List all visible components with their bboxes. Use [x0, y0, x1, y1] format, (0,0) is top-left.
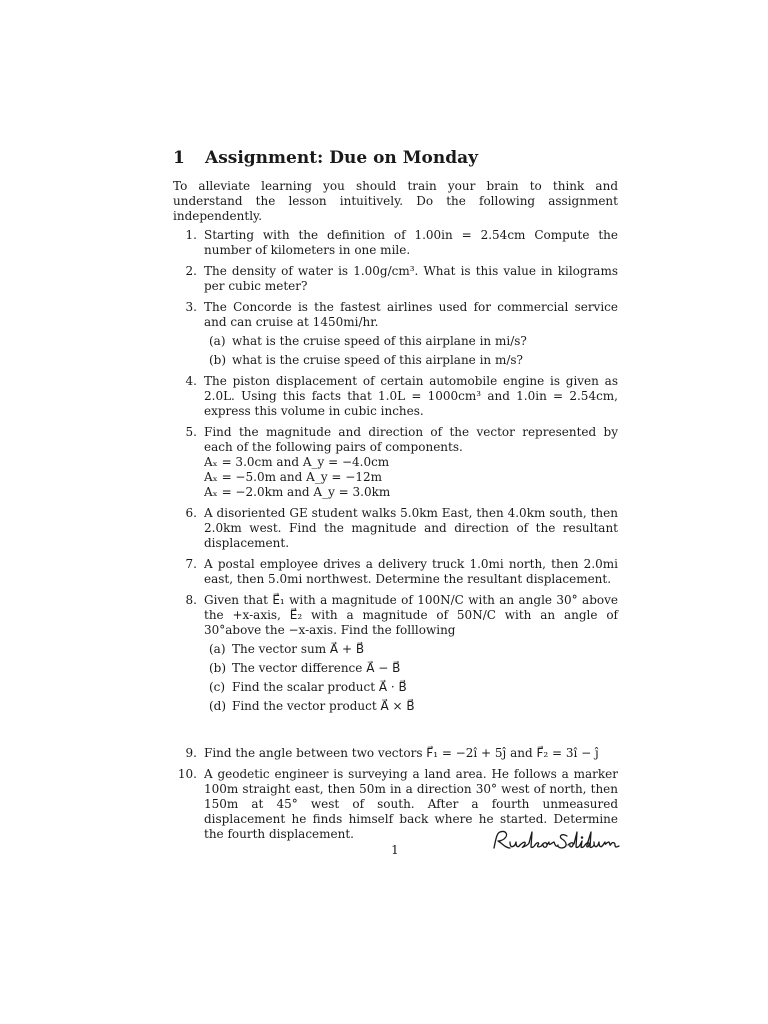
- sub-question-text: The vector sum A⃗ + B⃗: [232, 642, 365, 656]
- sub-question-item: [204, 642, 618, 657]
- sub-question-item: [204, 680, 618, 695]
- sub-question-mark: (d): [209, 699, 227, 713]
- question-item: [173, 746, 618, 761]
- question-item: [173, 300, 618, 368]
- question-text: A disoriented GE student walks 5.0km East, then 4.0km south, then 2.0km west. Find the magnitude and direction of the resultant displacement.: [204, 506, 618, 550]
- sub-question-mark: (c): [209, 680, 226, 694]
- sub-question-text: Find the vector product A⃗ × B⃗: [232, 699, 415, 713]
- question-item: [173, 264, 618, 294]
- question-text: Given that E⃗₁ with a magnitude of 100N/C with an angle 30° above the +x-axis, E⃗₂ with a magnitude of 50N/C with an angle of 30°above the −x-axis. Find the folllowing: [204, 593, 618, 637]
- section-title: Assignment: Due on Monday: [205, 148, 478, 168]
- component-pair-line: Aₓ = −2.0km and A_y = 3.0km: [204, 485, 391, 499]
- component-pair-line: Aₓ = −5.0m and A_y = −12m: [204, 470, 382, 484]
- sub-question-text: what is the cruise speed of this airplane in mi/s?: [232, 334, 527, 348]
- sub-question-item: [204, 334, 618, 349]
- question-number: 8.: [185, 593, 197, 607]
- question-item: [173, 425, 618, 500]
- question-text: A postal employee drives a delivery truck 1.0mi north, then 2.0mi east, then 5.0mi northwest. Determine the resultant displacement.: [204, 557, 618, 586]
- question-text: The Concorde is the fastest airlines used for commercial service and can cruise at 1450mi/hr.: [204, 300, 618, 329]
- question-number: 6.: [185, 506, 197, 520]
- question-number: 2.: [185, 264, 197, 278]
- question-text: Starting with the definition of 1.00in = 2.54cm Compute the number of kilometers in one mile.: [204, 228, 618, 257]
- sub-question-mark: (b): [209, 353, 227, 367]
- question-number: 9.: [185, 746, 197, 760]
- sub-question-list: [204, 334, 618, 368]
- question-number: 3.: [185, 300, 197, 314]
- question-item: [173, 593, 618, 740]
- sub-question-mark: (b): [209, 661, 227, 675]
- component-pair-line: Aₓ = 3.0cm and A_y = −4.0cm: [204, 455, 390, 469]
- question-item: [173, 374, 618, 419]
- question-number: 7.: [185, 557, 197, 571]
- question-text: Find the magnitude and direction of the vector represented by each of the following pairs of components.: [204, 425, 618, 454]
- question-text: Find the angle between two vectors F⃗₁ = −2î + 5ĵ and F⃗₂ = 3î − ĵ: [204, 746, 599, 760]
- question-number: 1.: [185, 228, 197, 242]
- sub-question-text: Find the scalar product A⃗ · B⃗: [232, 680, 407, 694]
- document-page: [173, 147, 618, 848]
- sub-question-item: [204, 699, 618, 714]
- intro-paragraph: To alleviate learning you should train your brain to think and understand the lesson intuitively. Do the following assignment independently.: [173, 179, 618, 223]
- question-text: The density of water is 1.00g/cm³. What is this value in kilograms per cubic meter?: [204, 264, 618, 293]
- question-number: 10.: [177, 767, 197, 781]
- question-text: A geodetic engineer is surveying a land area. He follows a marker 100m straight east, then 50m in a direction 30° west of north, then 150m at 45° west of south. After a fourth unmeasured displacement he finds himself back where he started. Determine the fourth displacement.: [204, 767, 618, 841]
- sub-question-item: [204, 353, 618, 368]
- sub-question-text: what is the cruise speed of this airplane in m/s?: [232, 353, 523, 367]
- spacer: [204, 718, 618, 740]
- question-item: [173, 228, 618, 258]
- question-text: The piston displacement of certain automobile engine is given as 2.0L. Using this facts that 1.0L = 1000cm³ and 1.0in = 2.54cm, express this volume in cubic inches.: [204, 374, 618, 418]
- sub-question-list: [204, 642, 618, 714]
- question-item: [173, 506, 618, 551]
- handwritten-signature: [488, 826, 623, 860]
- sub-question-mark: (a): [209, 334, 226, 348]
- question-list: [173, 228, 618, 842]
- section-heading: [173, 147, 618, 169]
- question-number: 4.: [185, 374, 197, 388]
- question-number: 5.: [185, 425, 197, 439]
- sub-question-mark: (a): [209, 642, 226, 656]
- sub-question-item: [204, 661, 618, 676]
- section-number: 1: [173, 148, 185, 168]
- question-item: [173, 557, 618, 587]
- page-number: 1: [391, 843, 399, 857]
- sub-question-text: The vector difference A⃗ − B⃗: [232, 661, 401, 675]
